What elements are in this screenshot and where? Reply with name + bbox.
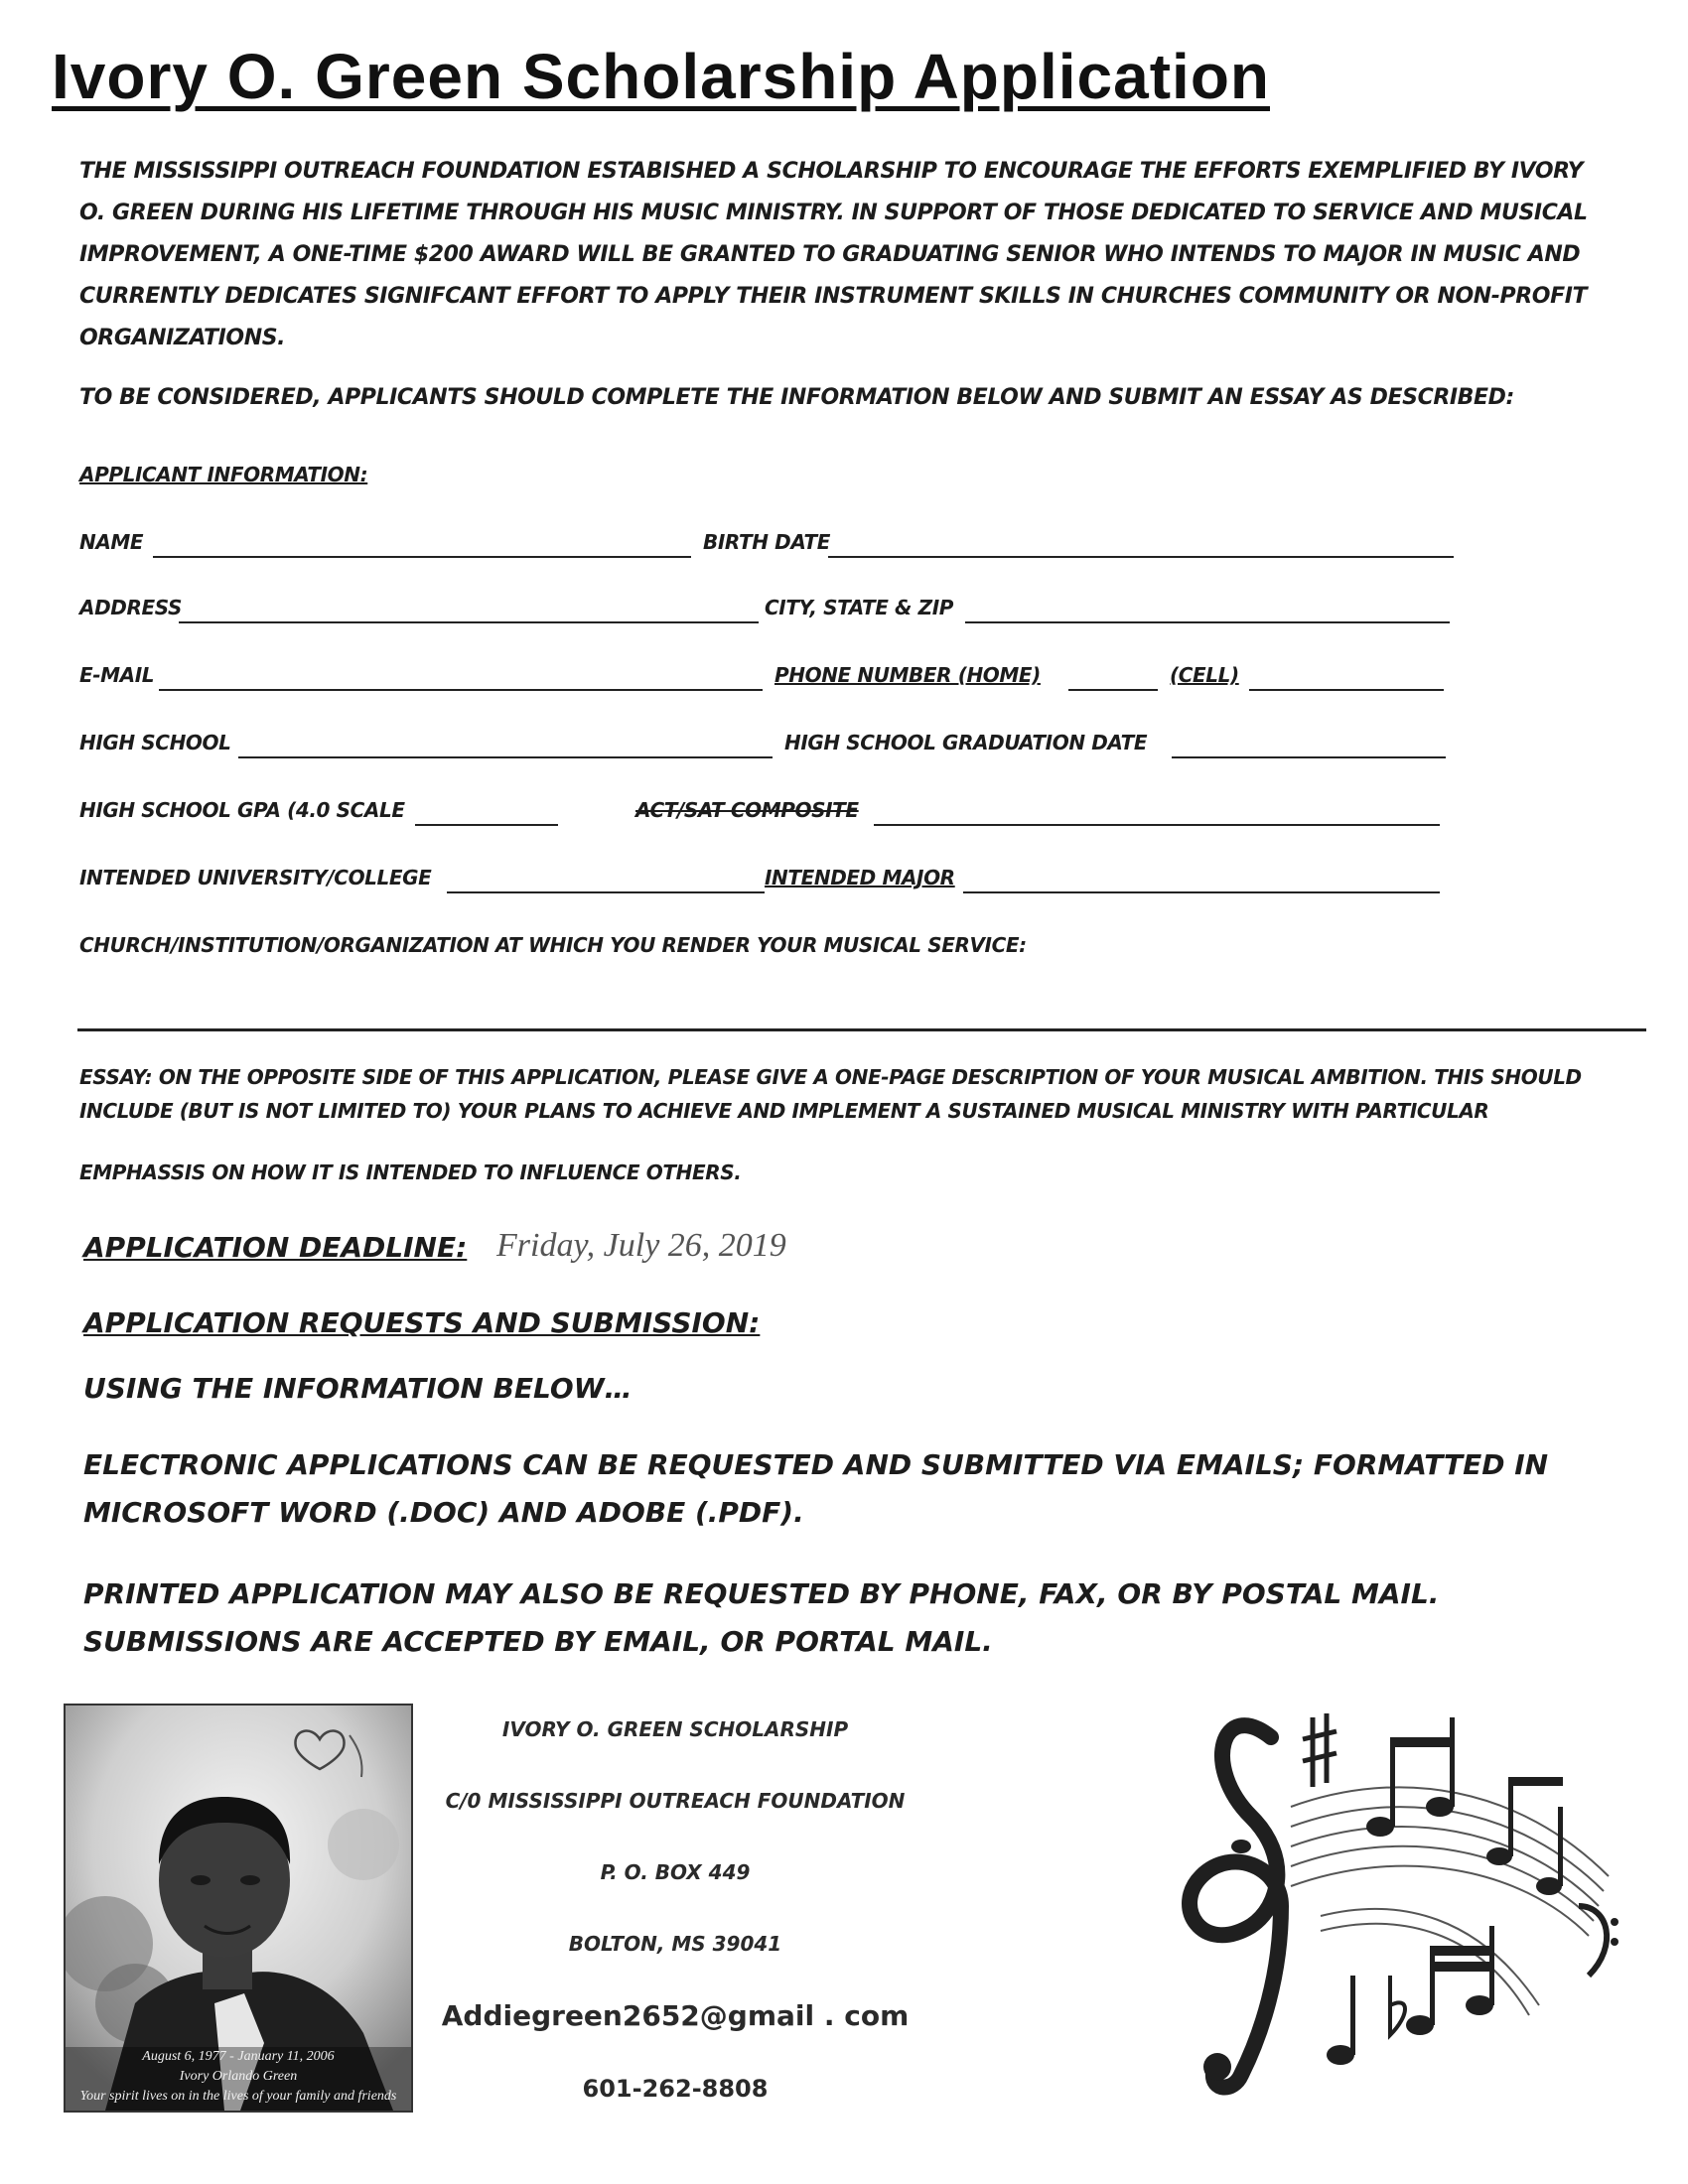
contact-line-3: P. O. BOX 449 (600, 1860, 751, 1884)
submission-using: USING THE INFORMATION BELOW… (83, 1372, 633, 1405)
essay-text-last: EMPHASSIS ON HOW IT IS INTENDED TO INFLUENCE OTHERS. (79, 1160, 742, 1184)
form-row-email (79, 663, 1390, 699)
contact-line-4: BOLTON, MS 39041 (568, 1932, 782, 1956)
email-label: E-MAIL (79, 663, 155, 687)
applicant-info-heading: APPLICANT INFORMATION: (79, 463, 368, 486)
intro-paragraph: THE MISSISSIPPI OUTREACH FOUNDATION ESTABISHED A SCHOLARSHIP TO ENCOURAGE THE EFFORTS EXEMPLIFIED BY IVORY O. GREEN DURING HIS LIFETIME THROUGH HIS MUSIC MINISTRY. IN SUPPORT OF THOSE DEDICATED TO SERVICE AND MUSICAL IMPROVEMENT, A ONE-TIME $200 AWARD WILL BE GRANTED TO GRADUATING SENIOR WHO INTENDS TO MAJOR IN MUSIC AND CURRENTLY DEDICATES SIGNIFCANT EFFORT TO APPLY THEIR INSTRUMENT SKILLS IN CHURCHES COMMUNITY OR NON-PROFIT ORGANIZATIONS. (79, 159, 1588, 350)
consider-instruction: TO BE CONSIDERED, APPLICANTS SHOULD COMPLETE THE INFORMATION BELOW AND SUBMIT AN ESSAY AS DESCRIBED: (79, 385, 1514, 410)
university-field[interactable] (447, 891, 765, 893)
name-field[interactable] (153, 556, 691, 558)
submission-printed: PRINTED APPLICATION MAY ALSO BE REQUESTED BY PHONE, FAX, OR BY POSTAL MAIL. SUBMISSIONS ARE ACCEPTED BY EMAIL, OR PORTAL MAIL. (83, 1577, 1440, 1658)
act-sat-field[interactable] (874, 824, 1440, 826)
gpa-label: HIGH SCHOOL GPA (4.0 SCALE (79, 798, 405, 822)
hs-grad-date-label: HIGH SCHOOL GRADUATION DATE (784, 731, 1148, 754)
address-label: ADDRESS (79, 596, 183, 619)
form-row-university (79, 866, 1390, 901)
phone-cell-label: (CELL) (1170, 663, 1239, 687)
address-field[interactable] (179, 621, 759, 623)
name-label: NAME (79, 530, 144, 554)
memorial-photo (64, 1704, 413, 2113)
university-label: INTENDED UNIVERSITY/COLLEGE (79, 866, 432, 889)
major-field[interactable] (963, 891, 1440, 893)
submission-label: APPLICATION REQUESTS AND SUBMISSION: (83, 1306, 761, 1339)
essay-instructions (79, 1060, 1628, 1189)
deadline-label: APPLICATION DEADLINE: (83, 1231, 468, 1264)
photo-caption-name: Ivory Orlando Green (179, 2069, 298, 2084)
essay-text: ESSAY: ON THE OPPOSITE SIDE OF THIS APPLICATION, PLEASE GIVE A ONE-PAGE DESCRIPTION OF YOUR MUSICAL AMBITION. THIS SHOULD INCLUDE (BUT IS NOT LIMITED TO) YOUR PLANS TO ACHIEVE AND IMPLEMENT A SUSTAINED MUSICAL MINISTRY WITH PARTICULAR (79, 1065, 1582, 1123)
submission-electronic: ELECTRONIC APPLICATIONS CAN BE REQUESTED AND SUBMITTED VIA EMAILS; FORMATTED IN MICROSOFT WORD (.DOC) AND ADOBE (.PDF). (83, 1448, 1549, 1529)
form-row-name (79, 530, 1390, 566)
form-row-address (79, 596, 1390, 631)
phone-home-label: PHONE NUMBER (HOME) (774, 663, 1041, 687)
photo-caption-dates: August 6, 1977 - January 11, 2006 (142, 2049, 335, 2064)
gpa-field[interactable] (415, 824, 558, 826)
form-row-gpa (79, 798, 1390, 834)
phone-cell-field[interactable] (1249, 689, 1444, 691)
photo-caption (66, 2047, 411, 2107)
city-state-zip-label: CITY, STATE & ZIP (765, 596, 954, 619)
treble-clef-music-notes-icon (1142, 1678, 1638, 2105)
birth-date-label: BIRTH DATE (703, 530, 831, 554)
contact-line-1: IVORY O. GREEN SCHOLARSHIP (501, 1717, 849, 1741)
act-sat-label: ACT/SAT COMPOSITE (635, 798, 859, 822)
high-school-field[interactable] (238, 756, 773, 758)
contact-email[interactable]: Addiegreen2652@gmail . com (441, 1999, 910, 2032)
phone-home-field[interactable] (1068, 689, 1158, 691)
birth-date-field[interactable] (828, 556, 1454, 558)
church-label: CHURCH/INSTITUTION/ORGANIZATION AT WHICH YOU RENDER YOUR MUSICAL SERVICE: (79, 933, 1027, 957)
contact-phone: 601-262-8808 (582, 2075, 769, 2103)
deadline-value: Friday, July 26, 2019 (496, 1227, 786, 1264)
church-field[interactable] (77, 1028, 1646, 1031)
high-school-label: HIGH SCHOOL (79, 731, 231, 754)
page-title: Ivory O. Green Scholarship Application (52, 41, 1270, 112)
photo-caption-tribute: Your spirit lives on in the lives of your family and friends (79, 2089, 397, 2104)
major-label: INTENDED MAJOR (765, 866, 955, 889)
hs-grad-date-field[interactable] (1172, 756, 1446, 758)
contact-line-2: C/0 MISSISSIPPI OUTREACH FOUNDATION (445, 1789, 906, 1813)
form-row-high-school (79, 731, 1390, 766)
city-state-zip-field[interactable] (965, 621, 1450, 623)
email-field[interactable] (159, 689, 763, 691)
